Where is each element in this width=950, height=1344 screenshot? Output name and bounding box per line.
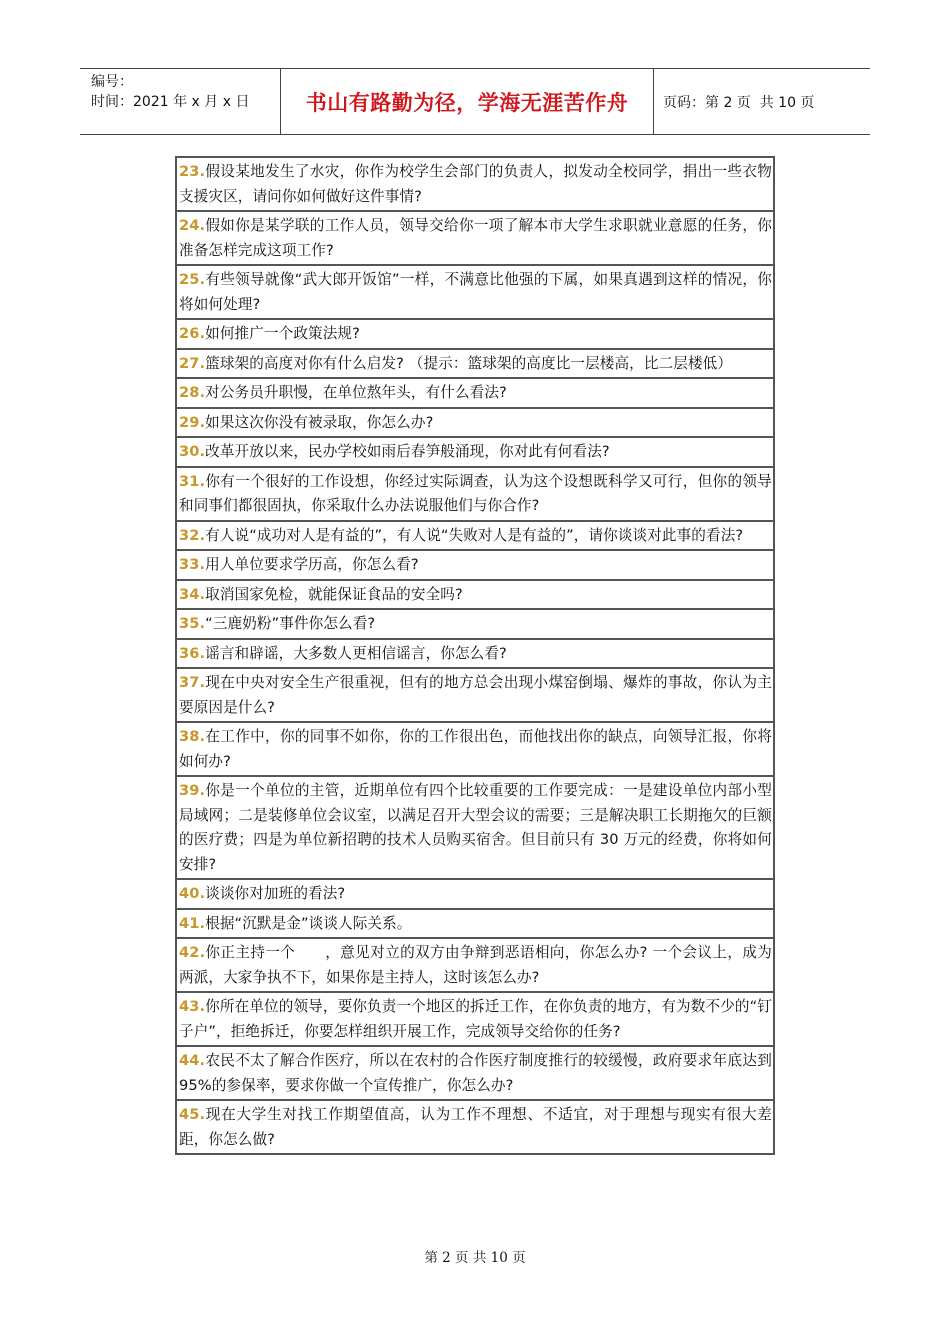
question-row — [177, 350, 773, 380]
date-label: 时间：2021 年 x 月 x 日 — [91, 94, 250, 110]
question-row — [177, 993, 773, 1047]
question-row — [177, 880, 773, 910]
question-row — [177, 910, 773, 940]
question-number: 26. — [179, 325, 206, 342]
motto: 书山有路勤为径，学海无涯苦作舟 — [305, 89, 629, 115]
question-number: 24. — [179, 217, 206, 234]
question-text: 农民不太了解合作医疗，所以在农村的合作医疗制度推行的较缓慢，政府要求年底达到 95%的参保率，要求你做一个宣传推广，你怎么办? — [179, 1052, 772, 1094]
question-row — [177, 468, 773, 522]
question-row — [177, 158, 773, 212]
question-text: 现在大学生对找工作期望值高，认为工作不理想、不适宜，对于理想与现实有很大差距，你怎么做? — [179, 1106, 772, 1148]
question-row — [177, 777, 773, 880]
question-text: 你正主持一个 ，意见对立的双方由争辩到恶语相向，你怎么办? 一个会议上，成为两派，大家争执不下，如果你是主持人，这时该怎么办? — [179, 944, 772, 986]
question-number: 32. — [179, 526, 206, 544]
code-label: 编号： — [91, 74, 133, 90]
question-number: 44. — [179, 1052, 206, 1069]
question-number: 25. — [179, 271, 206, 288]
question-number: 29. — [179, 413, 206, 431]
question-number: 23. — [179, 163, 206, 180]
question-number: 43. — [179, 998, 206, 1015]
question-text: 谈谈你对加班的看法? — [205, 885, 346, 902]
question-row — [177, 610, 773, 640]
question-row — [177, 409, 773, 439]
question-text: 改革开放以来，民办学校如雨后春笋般涌现，你对此有何看法? — [205, 443, 610, 460]
question-row — [177, 522, 773, 552]
question-number: 39. — [179, 782, 206, 799]
question-text: 对公务员升职慢，在单位熬年头，有什么看法? — [205, 384, 507, 401]
question-text: 假如你是某学联的工作人员，领导交给你一项了解本市大学生求职就业意愿的任务，你准备怎样完成这项工作? — [179, 217, 772, 259]
question-row — [177, 669, 773, 723]
page-footer: 第 2 页 共 10 页 — [424, 1250, 526, 1266]
question-text: 有人说“成功对人是有益的”，有人说“失败对人是有益的”，请你谈谈对此事的看法? — [205, 526, 744, 544]
question-text: 取消国家免检，就能保证食品的安全吗? — [205, 585, 463, 603]
question-number: 33. — [179, 556, 206, 573]
question-row — [177, 1047, 773, 1101]
question-number: 30. — [179, 443, 206, 460]
question-number: 35. — [179, 615, 206, 632]
question-row — [177, 1101, 773, 1153]
question-text: 如何推广一个政策法规? — [205, 325, 360, 342]
question-text: 如果这次你没有被录取，你怎么办? — [205, 413, 434, 431]
question-row — [177, 551, 773, 581]
question-text: 你是一个单位的主管，近期单位有四个比较重要的工作要完成：一是建设单位内部小型局域网；二是装修单位会议室，以满足召开大型会议的需要；三是解决职工长期拖欠的巨额的医疗费；四是为单位新招聘的技术人员购买宿舍。但目前只有 30 万元的经费，你将如何安排? — [179, 782, 772, 873]
question-number: 28. — [179, 384, 206, 401]
question-number: 42. — [179, 944, 206, 961]
question-row — [177, 320, 773, 350]
question-row — [177, 266, 773, 320]
question-text: 有些领导就像“武大郎开饭馆”一样，不满意比他强的下属，如果真遇到这样的情况，你将如何处理? — [179, 271, 772, 313]
question-number: 40. — [179, 885, 206, 902]
question-row — [177, 939, 773, 993]
question-number: 27. — [179, 354, 206, 372]
header-motto-cell — [281, 69, 654, 134]
question-text: 根据“沉默是金”谈谈人际关系。 — [205, 914, 412, 932]
document-header — [80, 68, 870, 135]
question-row — [177, 379, 773, 409]
question-number: 36. — [179, 644, 206, 662]
question-text: 用人单位要求学历高，你怎么看? — [205, 556, 419, 573]
question-row — [177, 438, 773, 468]
question-text: 你所在单位的领导，要你负责一个地区的拆迁工作，在你负责的地方，有为数不少的“钉子户”，拒绝拆迁，你要怎样组织开展工作，完成领导交给你的任务? — [179, 998, 772, 1040]
question-row — [177, 640, 773, 670]
question-text: 现在中央对安全生产很重视，但有的地方总会出现小煤窑倒塌、爆炸的事故，你认为主要原因是什么? — [179, 674, 772, 716]
question-number: 45. — [179, 1106, 206, 1123]
question-text: “三鹿奶粉”事件你怎么看? — [205, 615, 376, 632]
header-meta — [80, 69, 281, 134]
question-row — [177, 581, 773, 611]
question-row — [177, 723, 773, 777]
question-table — [175, 156, 775, 1155]
header-page-info: 页码：第 2 页 共 10 页 — [663, 94, 815, 111]
question-text: 谣言和辟谣，大多数人更相信谣言，你怎么看? — [205, 644, 507, 662]
question-text: 你有一个很好的工作设想，你经过实际调查，认为这个设想既科学又可行，但你的领导和同事们都很固执，你采取什么办法说服他们与你合作? — [179, 472, 772, 514]
question-number: 31. — [179, 472, 206, 490]
question-number: 34. — [179, 585, 206, 603]
question-number: 37. — [179, 674, 206, 691]
question-text: 篮球架的高度对你有什么启发? （提示：篮球架的高度比一层楼高，比二层楼低） — [205, 354, 733, 372]
question-text: 假设某地发生了水灾，你作为校学生会部门的负责人，拟发动全校同学，捐出一些衣物支援灾区，请问你如何做好这件事情? — [179, 163, 772, 205]
question-text: 在工作中，你的同事不如你，你的工作很出色，而他找出你的缺点，向领导汇报，你将如何办? — [179, 728, 772, 770]
question-number: 38. — [179, 728, 206, 745]
question-row — [177, 212, 773, 266]
question-number: 41. — [179, 914, 206, 932]
